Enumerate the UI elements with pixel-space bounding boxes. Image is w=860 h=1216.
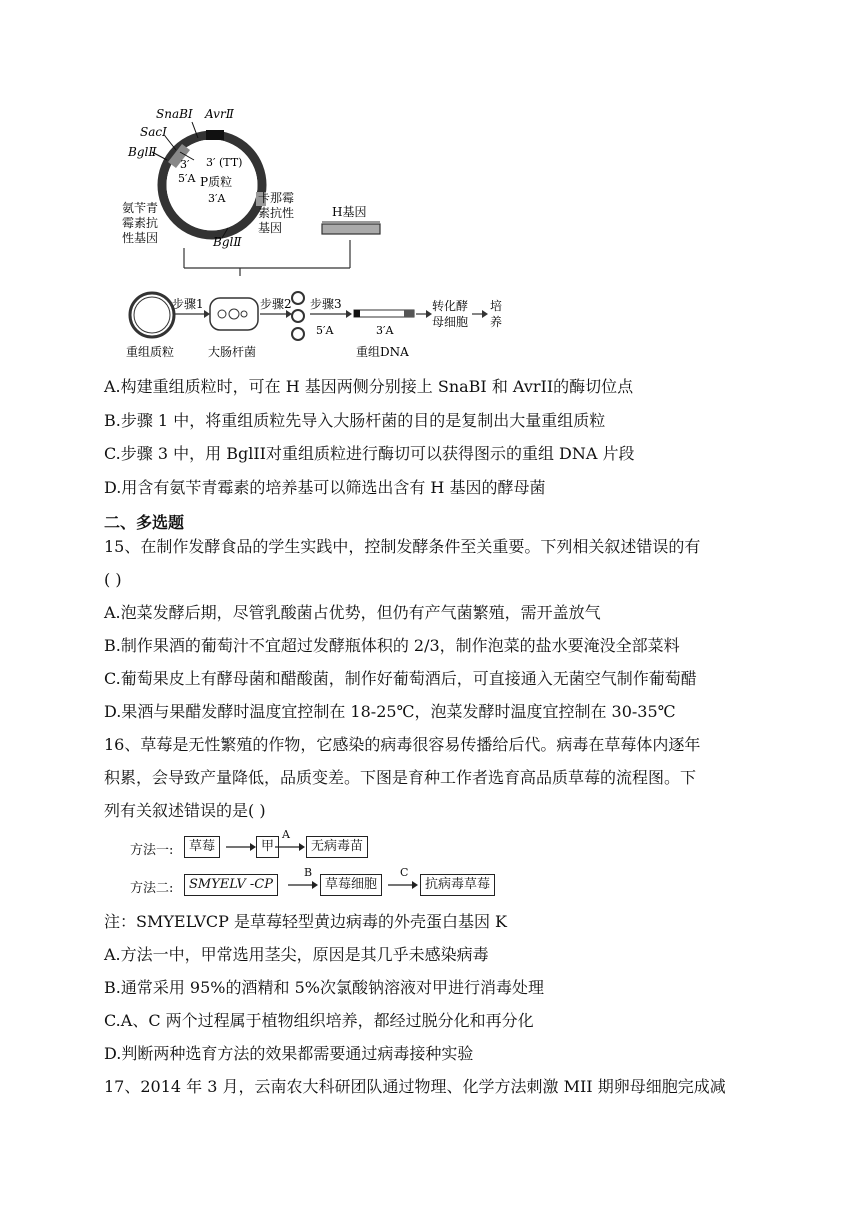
option-14c: C.步骤 3 中，用 BglII对重组质粒进行酶切可以获得图示的重组 DNA 片段 (104, 444, 635, 463)
plasmid-construction-diagram (110, 100, 530, 365)
method1-label: 方法一: (130, 843, 174, 858)
label-amp-1: 氨苄青 (122, 201, 159, 215)
arrow-b-label: B (304, 866, 313, 879)
label-step3: 步骤3 (310, 297, 342, 311)
question-15-blank: ( ) (104, 570, 122, 589)
option-16c: C.A、C 两个过程属于植物组织培养，都经过脱分化和再分化 (104, 1011, 534, 1030)
option-15a: A.泡菜发酵后期，尽管乳酸菌占优势，但仍有产气菌繁殖，需开盖放气 (104, 603, 601, 622)
arrow-c-label: C (400, 866, 409, 879)
method2-box-resistant: 抗病毒草莓 (420, 874, 495, 896)
label-3a: 3′A (208, 192, 226, 205)
label-step2: 步骤2 (260, 297, 292, 311)
method2-arrow-1 (288, 878, 318, 892)
label-5a-left: 5′A (178, 172, 196, 185)
label-plasmid: P质粒 (200, 175, 233, 189)
label-bgl2-top: BglⅡ (128, 145, 157, 159)
option-15d: D.果酒与果醋发酵时温度宜控制在 18-25℃，泡菜发酵时温度宜控制在 30-35℃ (104, 702, 676, 721)
option-15c: C.葡萄果皮上有酵母菌和醋酸菌，制作好葡萄酒后，可直接通入无菌空气制作葡萄醋 (104, 669, 697, 688)
option-14d: D.用含有氨苄青霉素的培养基可以筛选出含有 H 基因的酵母菌 (104, 478, 546, 497)
label-3prime-tt: 3′ (TT) (206, 156, 243, 169)
question-16-stem-3: 列有关叙述错误的是( ) (104, 801, 266, 820)
method1-arrow-1 (226, 840, 256, 854)
label-amp-2: 霉素抗 (122, 216, 159, 230)
label-recomb-plasmid: 重组质粒 (126, 345, 175, 359)
option-14a: A.构建重组质粒时，可在 H 基因两侧分别接上 SnaBI 和 AvrII的酶切位点 (104, 377, 634, 396)
method1-box-virusfree: 无病毒苗 (306, 836, 368, 858)
label-recomb-dna: 重组DNA (356, 345, 409, 359)
recomb-plasmid-circle (130, 293, 174, 337)
method1-arrow-2 (275, 840, 305, 854)
section-heading: 二、多选题 (104, 513, 185, 532)
label-transform-2: 母细胞 (432, 315, 469, 329)
label-culture-2: 养 (490, 315, 503, 329)
option-14b: B.步骤 1 中，将重组质粒先导入大肠杆菌的目的是复制出大量重组质粒 (104, 411, 606, 430)
question-15-stem: 15、在制作发酵食品的学生实践中，控制发酵条件至关重要。下列相关叙述错误的有 (104, 537, 701, 556)
arrow-a-label: A (282, 828, 290, 841)
label-amp-3: 性基因 (122, 231, 159, 245)
question-16-stem-2: 积累，会导致产量降低，品质变差。下图是育种工作者选育高品质草莓的流程图。下 (104, 768, 697, 787)
question-16-stem-1: 16、草莓是无性繁殖的作物，它感染的病毒很容易传播给后代。病毒在草莓体内逐年 (104, 735, 701, 754)
label-bgl2-bottom: BglⅡ (213, 235, 242, 249)
method2-box-gene: SMYELV -CP (184, 874, 278, 896)
option-16a: A.方法一中，甲常选用茎尖，原因是其几乎未感染病毒 (104, 945, 489, 964)
label-kana-1: 卡那霉 (258, 191, 295, 205)
avr-site-block (206, 130, 224, 140)
label-step1: 步骤1 (172, 297, 204, 311)
label-3a-bottom: 3′A (376, 324, 394, 337)
option-15b: B.制作果酒的葡萄汁不宜超过发酵瓶体积的 2/3，制作泡菜的盐水要淹没全部菜料 (104, 636, 680, 655)
h-gene-bar (322, 224, 380, 234)
label-sac1: SacⅠ (140, 125, 167, 139)
question-17-stem: 17、2014 年 3 月，云南农大科研团队通过物理、化学方法刺激 MII 期卵母细胞完成减 (104, 1077, 726, 1096)
label-snab1: SnaBⅠ (156, 107, 193, 121)
label-culture-1: 培 (490, 299, 503, 313)
option-16d: D.判断两种选育方法的效果都需要通过病毒接种实验 (104, 1044, 474, 1063)
label-h-gene: H基因 (332, 205, 367, 219)
ecoli-cell (210, 298, 258, 330)
label-kana-3: 基因 (258, 221, 283, 235)
label-transform-1: 转化酵 (432, 299, 469, 313)
label-5a-bottom: 5′A (316, 324, 334, 337)
note-line: 注：SMYELVCP 是草莓轻型黄边病毒的外壳蛋白基因 K (104, 912, 508, 931)
method1-box-strawberry: 草莓 (184, 836, 220, 858)
label-kana-2: 素抗性 (258, 206, 295, 220)
label-ecoli: 大肠杆菌 (208, 345, 257, 359)
label-3prime-left: 3′ (180, 158, 190, 171)
method2-arrow-2 (388, 878, 418, 892)
method2-label: 方法二: (130, 881, 174, 896)
method2-box-cell: 草莓细胞 (320, 874, 382, 896)
method1-box-jia: 甲 (256, 836, 279, 858)
label-avr2: AvrⅡ (205, 107, 234, 121)
option-16b: B.通常采用 95%的酒精和 5%次氯酸钠溶液对甲进行消毒处理 (104, 978, 544, 997)
